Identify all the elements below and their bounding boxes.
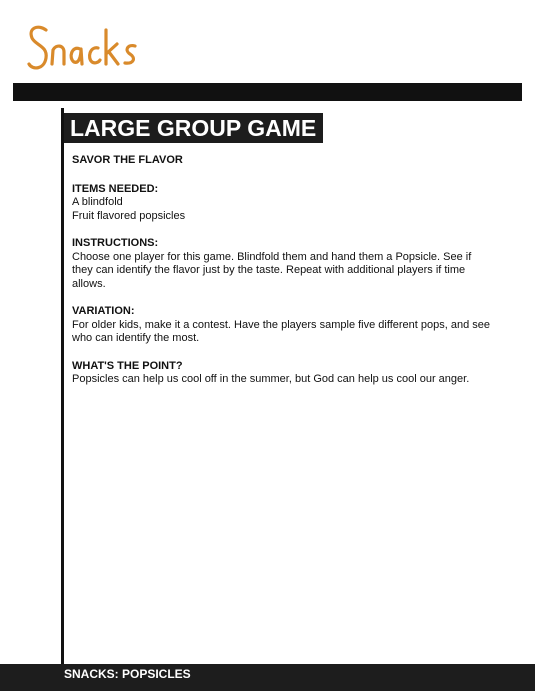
- left-rule: [61, 108, 64, 668]
- instructions-text: Choose one player for this game. Blindfold them and hand them a Popsicle. See if they can identify the flavor just by the taste. Repeat with additional players if time allows.: [72, 250, 472, 290]
- snacks-logo-icon: [26, 18, 146, 80]
- items-needed-section: [72, 183, 492, 224]
- header-bar: [13, 83, 522, 101]
- item-1: A blindfold: [72, 196, 123, 208]
- item-2: Fruit flavored popsicles: [72, 209, 186, 222]
- footer-text: SNACKS: POPSICLES: [64, 667, 191, 681]
- point-heading: WHAT'S THE POINT?: [72, 359, 183, 372]
- variation-text: For older kids, make it a contest. Have the players sample five different pops, and see who can identify the most.: [72, 318, 491, 344]
- point-text: Popsicles can help us cool off in the summer, but God can help us cool our anger.: [72, 373, 470, 385]
- section-label: LARGE GROUP GAME: [64, 113, 323, 143]
- point-section: [72, 360, 492, 387]
- instructions-heading: INSTRUCTIONS:: [72, 237, 159, 249]
- game-title: SAVOR THE FLAVOR: [72, 154, 183, 166]
- instructions-section: [72, 237, 492, 291]
- footer-bar: [0, 664, 535, 691]
- variation-section: [72, 305, 492, 346]
- items-needed-heading: ITEMS NEEDED:: [72, 182, 159, 195]
- variation-heading: VARIATION:: [72, 305, 135, 317]
- content: [72, 154, 492, 401]
